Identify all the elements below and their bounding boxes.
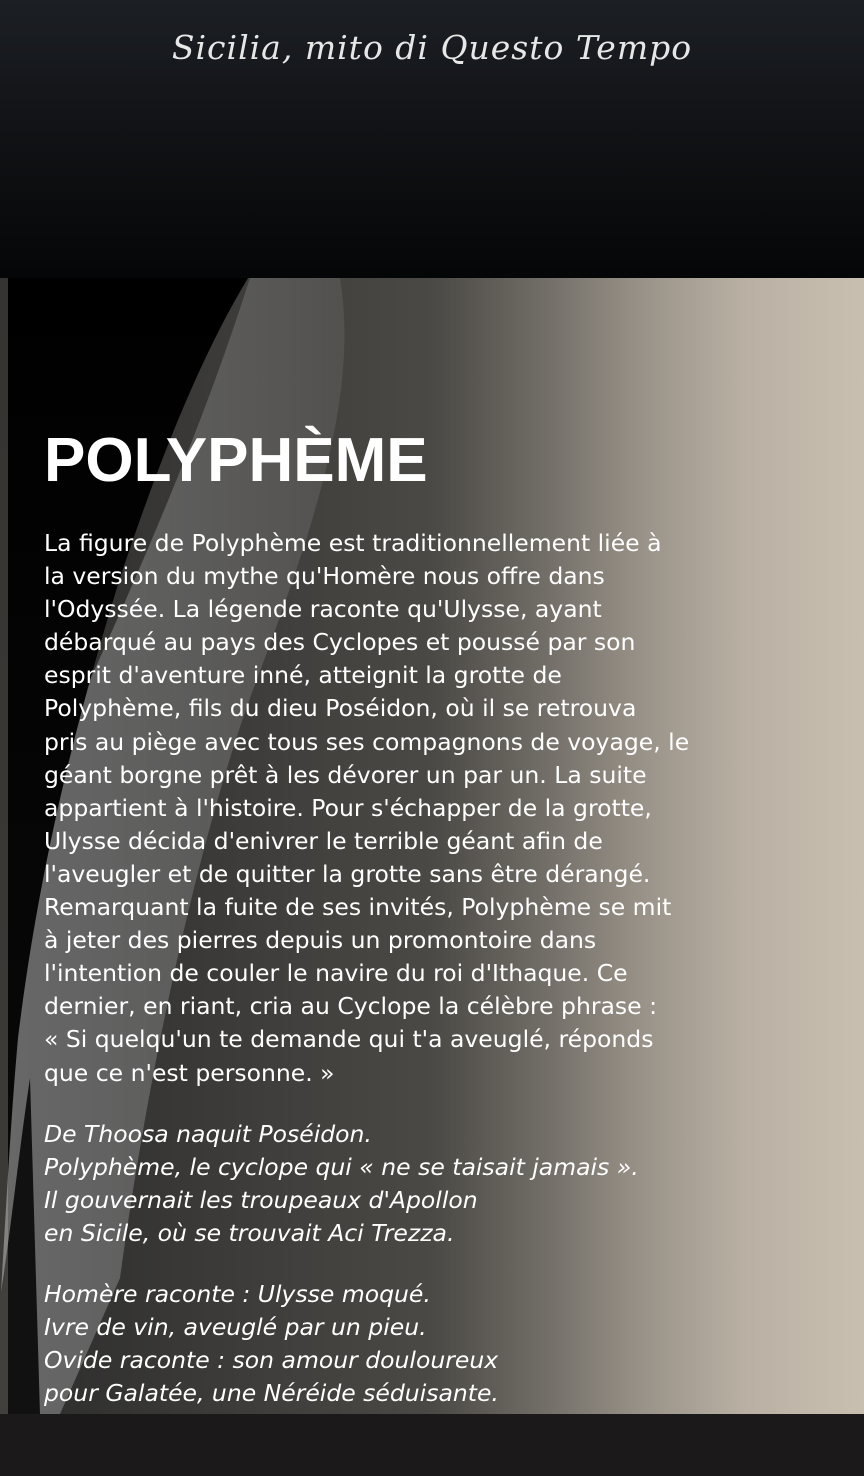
article-paragraph: La figure de Polyphème est traditionnellement liée à la version du mythe qu'Homère nous offre dans l'Odyssée. La légende raconte qu'Ulysse, ayant débarqué au pays des Cyclopes et poussé par son esprit d'aventure inné, atteignit la grotte de Polyphème, fils du dieu Poséidon, où il se retrouva pris au piège avec tous ses compagnons de voyage, le géant borgne prêt à les dévorer un par un. La suite appartient à l'histoire. Pour s'échapper de la grotte, Ulysse décida d'enivrer le terrible géant afin de l'aveugler et de quitter la grotte sans être dérangé. Remarquant la fuite de ses invités, Polyphème se mit à jeter des pierres depuis un promontoire dans l'intention de couler le navire du roi d'Ithaque. Ce dernier, en riant, cria au Cyclope la célèbre phrase : « Si quelqu'un te demande qui t'a aveuglé, réponds que ce n'est personne. » [44,529,690,1087]
page-title: POLYPHÈME [44,426,428,495]
site-header [0,0,864,278]
site-logo[interactable]: Sicilia, mito di Questo Tempo [171,28,693,67]
verse-stanza-1: De Thoosa naquit Poséidon. Polyphème, le cyclope qui « ne se taisait jamais ». Il gouvernait les troupeaux d'Apollon en Sicile, où se trouvait Aci Trezza. [44,1119,639,1247]
verse-stanza-2: Homère raconte : Ulysse moqué. Ivre de vin, aveuglé par un pieu. Ovide raconte : son amour douloureux pour Galatée, une Néréide séduisante. [44,1279,499,1408]
footer-band [0,1414,864,1476]
hero-section [0,278,864,1414]
article-content [44,425,744,1410]
